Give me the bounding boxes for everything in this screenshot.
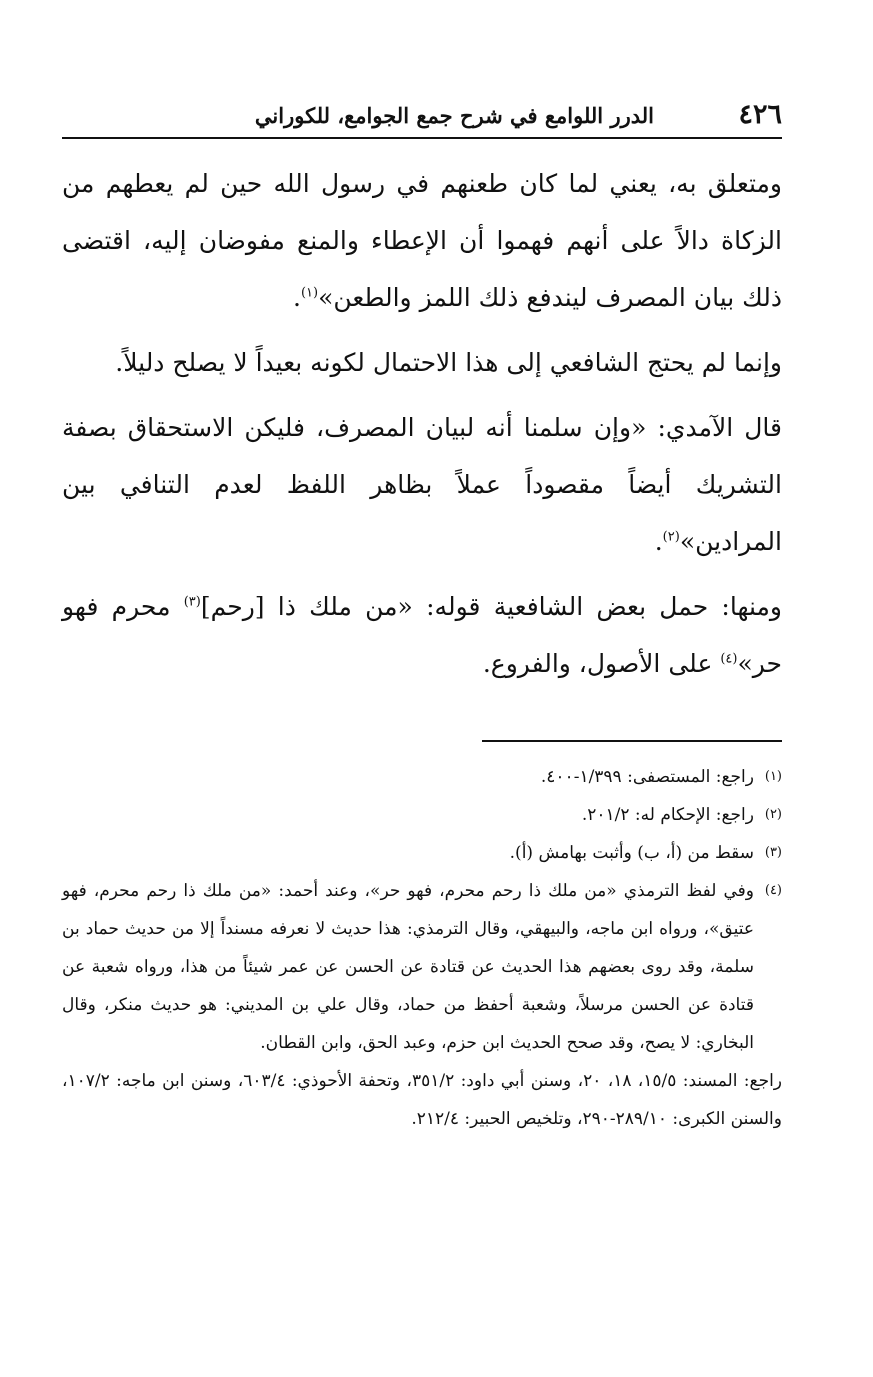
footnote-number: (٤) — [764, 883, 782, 898]
footnote-text: راجع: المستصفى: ١/٣٩٩-٤٠٠. — [540, 767, 754, 787]
footnote-number: (٢) — [764, 807, 782, 822]
footnotes — [62, 758, 782, 1138]
paragraph-3-text: قال الآمدي: «وإن سلمنا أنه لبيان المصرف، فليكن الاستحقاق بصفة التشريك أيضاً مقصوداً عملاً بظاهر اللفظ لعدم التنافي بين المرادين» — [62, 413, 782, 556]
footnote-text: وفي لفظ الترمذي «من ملك ذا رحم محرم، فهو حر»، وعند أحمد: «من ملك ذا رحم محرم، فهو عتيق»، ورواه ابن ماجه، والبيهقي، وقال الترمذي: هذا حديث لا نعرفه مسنداً إلا من حديث حماد بن سلمة، وقد روى بعضهم هذا الحديث عن قتادة عن الحسن عن عمر شيئاً من هذا، ورواه شعبة عن قتادة عن الحسن مرسلاً، وشعبة أحفظ من حماد، وقال علي بن المديني: هو حديث منكر، وقال البخاري: لا يصح، وقد صحح الحديث ابن حزم، وعبد الحق، وابن القطان. — [62, 881, 754, 1053]
paragraph-1 — [62, 155, 782, 326]
running-header — [62, 95, 782, 139]
paragraph-4-text-b: محرم فهو حر» — [62, 592, 782, 678]
paragraph-1-end: . — [293, 283, 301, 312]
footnote-text: راجع: الإحكام له: ٢٠١/٢. — [581, 805, 754, 825]
footnote-4 — [62, 872, 782, 1062]
paragraph-3-end: . — [654, 527, 663, 556]
paragraph-4-text-a: ومنها: حمل بعض الشافعية قوله: «من ملك ذا [رحم] — [200, 592, 782, 621]
footnote-divider — [482, 740, 782, 742]
book-page — [62, 95, 782, 1138]
footnote-number: (١) — [764, 769, 782, 784]
paragraph-4-text-c: على الأصول، والفروع. — [482, 649, 721, 678]
footnote-ref-1[interactable]: (١) — [300, 285, 319, 301]
paragraph-2-text: وإنما لم يحتج الشافعي إلى هذا الاحتمال لكونه بعيداً لا يصلح دليلاً. — [115, 348, 782, 377]
paragraph-2 — [62, 334, 782, 391]
page-number: ٤٢٦ — [738, 99, 782, 130]
paragraph-1-text: ومتعلق به، يعني لما كان طعنهم في رسول الله حين لم يعطهم من الزكاة دالاً على أنهم فهموا أن الإعطاء والمنع مفوضان إليه، اقتضى ذلك بيان المصرف ليندفع ذلك اللمز والطعن» — [62, 169, 782, 312]
footnote-text: سقط من (أ، ب) وأثبت بهامش (أ). — [509, 843, 754, 863]
paragraph-4 — [62, 578, 782, 692]
footnote-ref-2[interactable]: (٢) — [662, 529, 680, 545]
footnote-references: راجع: المسند: ١٥/٥، ١٨، ٢٠، وسنن أبي داود: ٣٥١/٢، وتحفة الأحوذي: ٦٠٣/٤، وسنن ابن ماجه: ١٠٧/٢، والسنن الكبرى: ٢٨٩/١٠-٢٩٠، وتلخيص الحبير: ٢١٢/٤. — [62, 1071, 783, 1129]
footnote-number: (٣) — [764, 845, 782, 860]
footnote-3 — [62, 834, 782, 872]
book-title: الدرر اللوامع في شرح جمع الجوامع، للكوراني — [254, 103, 654, 128]
footnote-2 — [62, 796, 782, 834]
paragraph-3 — [62, 399, 782, 570]
footnote-ref-4[interactable]: (٤) — [720, 651, 738, 667]
main-text — [62, 155, 782, 692]
footnote-ref-3[interactable]: (٣) — [183, 594, 201, 610]
footnote-1 — [62, 758, 782, 796]
